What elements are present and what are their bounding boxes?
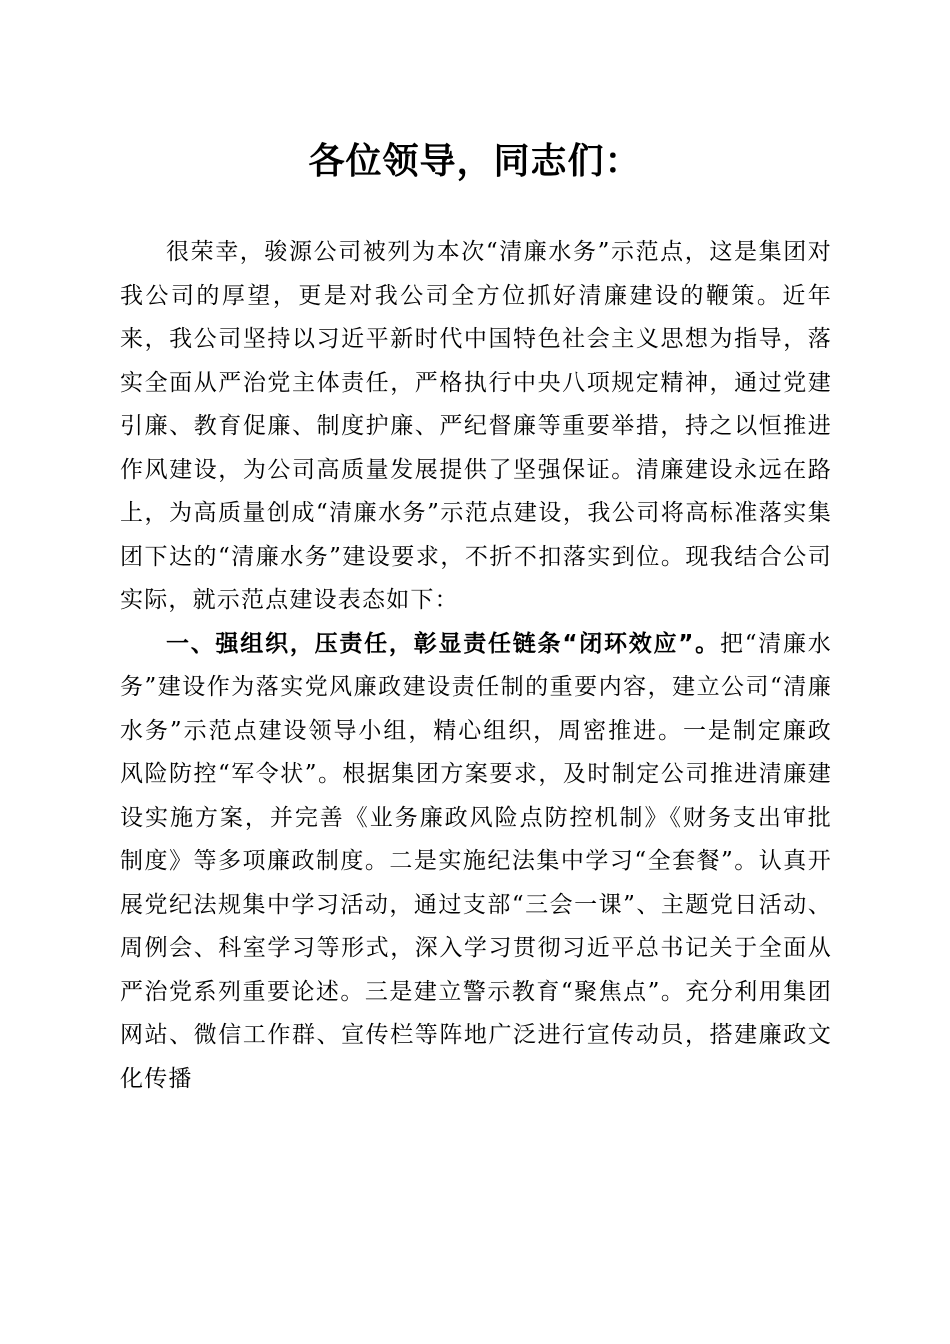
paragraph-text: 把“清廉水务”建设作为落实党风廉政建设责任制的重要内容，建立公司“清廉水务”示范点建设领导小组，精心组织，周密推进。一是制定廉政风险防控“军令状”。根据集团方案要求，及时制定公司推进清廉建设实施方案，并完善《业务廉政风险点防控机制》《财务支出审批制度》等多项廉政制度。二是实施纪法集中学习“全套餐”。认真开展党纪法规集中学习活动，通过支部“三会一课”、主题党日活动、周例会、科室学习等形式，深入学习贯彻习近平总书记关于全面从严治党系列重要论述。三是建立警示教育“聚焦点”。充分利用集团网站、微信工作群、宣传栏等阵地广泛进行宣传动员，搭建廉政文化传播 [120, 630, 832, 1092]
document-body [120, 231, 832, 1101]
section-heading: 一、强组织，压责任，彰显责任链条“闭环效应”。 [166, 630, 720, 657]
page-title: 各位领导，同志们： [308, 140, 642, 182]
paragraph-text: 很荣幸，骏源公司被列为本次“清廉水务”示范点，这是集团对我公司的厚望，更是对我公司全方位抓好清廉建设的鞭策。近年来，我公司坚持以习近平新时代中国特色社会主义思想为指导，落实全面从严治党主体责任，严格执行中央八项规定精神，通过党建引廉、教育促廉、制度护廉、严纪督廉等重要举措，持之以恒推进作风建设，为公司高质量发展提供了坚强保证。清廉建设永远在路上，为高质量创成“清廉水务”示范点建设，我公司将高标准落实集团下达的“清廉水务”建设要求，不折不扣落实到位。现我结合公司实际，就示范点建设表态如下： [120, 239, 832, 613]
paragraph-section-one [120, 623, 832, 1102]
paragraph-intro [120, 231, 832, 623]
